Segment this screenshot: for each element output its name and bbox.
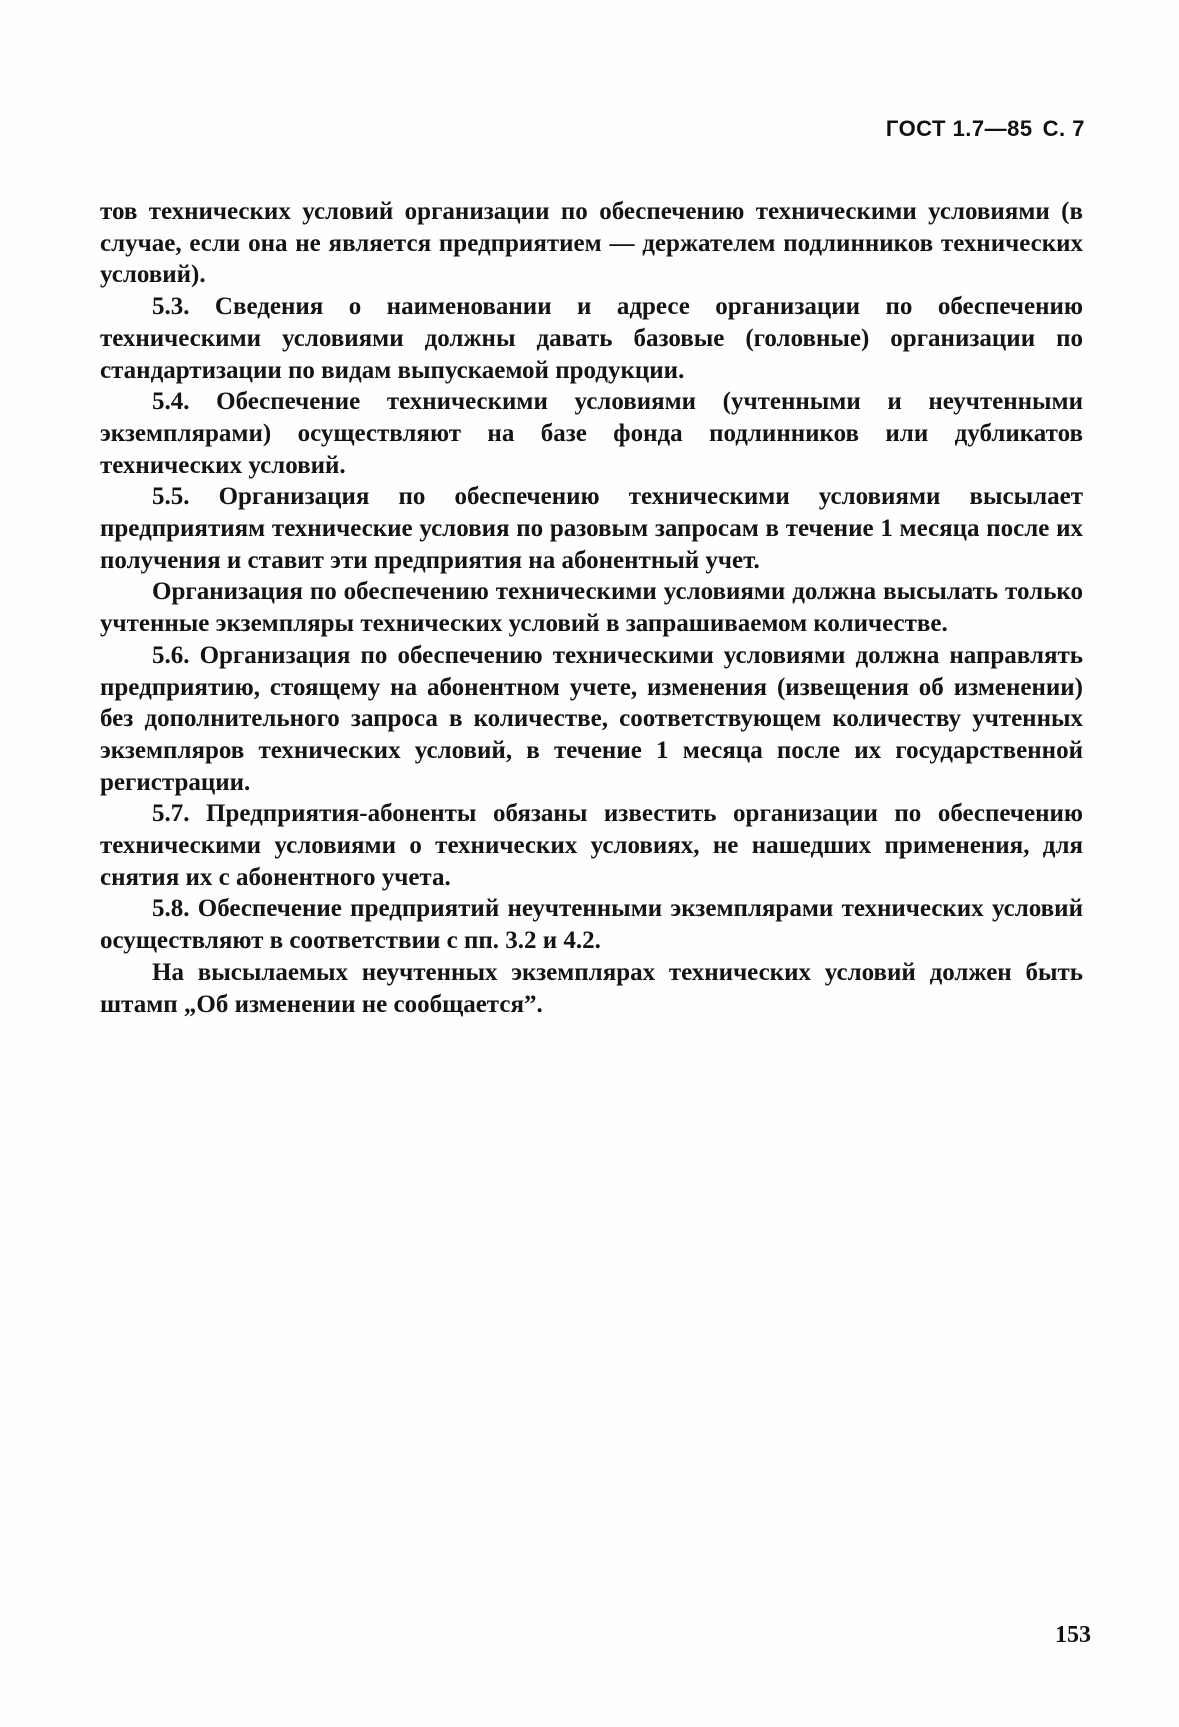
page-number: 153: [1055, 1622, 1091, 1648]
running-header: [886, 116, 1085, 142]
paragraph: 5.6. Организация по обеспечению техническими условиями должна направлять предприятию, стоящему на абонентном учете, изменения (извещения об изменении) без дополнительного запроса в количестве, соответствующем количеству учтенных экземпляров технических условий, в течение 1 месяца после их государственной регистрации.: [100, 641, 1083, 796]
page-reference: С. 7: [1042, 116, 1085, 141]
standard-designation: ГОСТ 1.7—85: [885, 116, 1033, 141]
paragraph: Организация по обеспечению техническими условиями должна высылать только учтенные экземпляры технических условий в запрашиваемом количестве.: [100, 578, 1083, 638]
paragraph: тов технических условий организации по обеспечению техническими условиями (в случае, если она не является предприятием — держателем подлинников технических условий).: [100, 198, 1083, 289]
paragraph: 5.8. Обеспечение предприятий неучтенными экземплярами технических условий осуществляют в соответствии с пп. 3.2 и 4.2.: [100, 895, 1083, 955]
paragraph: На высылаемых неучтенных экземплярах технических условий должен быть штамп „Об изменении не сообщается”.: [100, 958, 1083, 1018]
paragraph: 5.5. Организация по обеспечению техническими условиями высылает предприятиям технические условия по разовым запросам в течение 1 месяца после их получения и ставит эти предприятия на абонентный учет.: [100, 483, 1083, 574]
paragraph: 5.3. Сведения о наименовании и адресе организации по обеспечению техническими условиями должны давать базовые (головные) организации по стандартизации по видам выпускаемой продукции.: [100, 293, 1083, 384]
body-text: [100, 196, 1083, 1020]
paragraph: 5.4. Обеспечение техническими условиями (учтенными и неучтенными экземплярами) осуществляют на базе фонда подлинников или дубликатов технических условий.: [100, 388, 1083, 479]
paragraph: 5.7. Предприятия-абоненты обязаны известить организации по обеспечению техническими условиями о технических условиях, не нашедших применения, для снятия их с абонентного учета.: [100, 800, 1083, 891]
